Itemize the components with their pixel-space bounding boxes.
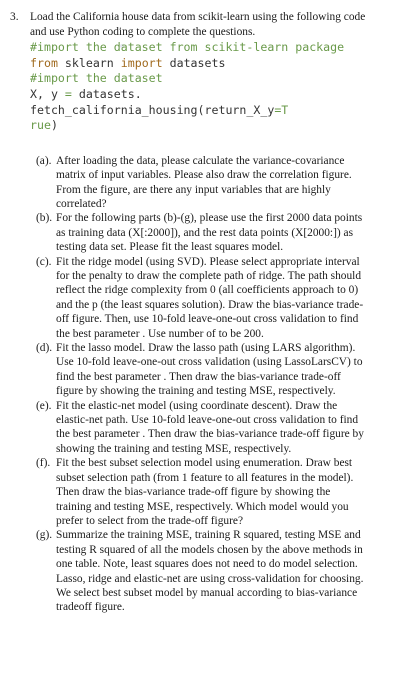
part-label: (c). (36, 255, 52, 268)
code-line (30, 56, 370, 72)
question-part (36, 456, 368, 528)
code-token: datasets. (71, 86, 142, 101)
part-text: Fit the best subset selection model using enumeration. Draw best subset selection path (from 1 feature to all features in the model). Then draw the bias-variance trade-off figure by showing the training and testing MSE, respectively. Which model would you prefer to select from the trade-off figure? (56, 457, 354, 527)
code-token: datasets (162, 55, 226, 70)
part-label: (b). (36, 212, 53, 225)
part-label: (f). (36, 457, 51, 470)
part-text: For the following parts (b)-(g), please use the first 2000 data points as training data (X[:2000]), and the rest data points (X[2000:]) as testing data set. Please fit the least squares model. (56, 212, 363, 254)
code-token: fetch_california_housing(return_X_y (30, 102, 275, 117)
code-token: #import the dataset from scikit-learn package (30, 40, 345, 55)
code-token: = (64, 86, 72, 101)
part-text: After loading the data, please calculate the variance-covariance matrix of input variables. Please also draw the correlation figure. From the figure, are there any input variables that are highly correlated? (56, 154, 352, 210)
code-line (30, 87, 370, 103)
question-intro: Load the California house data from scikit-learn using the following code and use Python coding to complete the questions. (30, 11, 366, 38)
code-line (30, 103, 370, 119)
code-token: sklearn (57, 55, 121, 70)
code-block (28, 40, 370, 134)
part-label: (e). (36, 399, 52, 412)
question-number: 3. (10, 11, 19, 23)
part-text: Fit the elastic-net model (using coordinate descent). Draw the elastic-net path. Use 10-fold leave-one-out cross validation to find the best parameter . Then draw the bias-variance trade-off figure by showing the training and testing MSE, respectively. (56, 399, 364, 455)
part-text: Summarize the training MSE, training R squared, testing MSE and testing R squared of all the models chosen by the above methods in one table. Note, least squares does not need to do model selection. Lasso, ridge and elastic-net are using cross-validation for choosing. We select best subset model by manual according to bias-variance tradeoff figure. (56, 529, 364, 614)
code-line (30, 118, 370, 134)
question-3 (10, 10, 370, 615)
code-token: ) (50, 118, 58, 133)
code-token: X, y (30, 86, 65, 101)
question-part (36, 399, 368, 457)
code-token: =T (274, 102, 289, 117)
part-label: (a). (36, 154, 52, 167)
question-parts (28, 154, 370, 615)
question-part (36, 211, 368, 254)
code-line (30, 40, 370, 56)
question-part (36, 154, 368, 212)
part-label: (g). (36, 529, 53, 542)
code-token: from (30, 55, 58, 70)
question-part (36, 528, 368, 614)
code-token: rue (30, 118, 51, 133)
code-line (30, 71, 370, 87)
part-label: (d). (36, 342, 53, 355)
question-part (36, 255, 368, 341)
code-token: #import the dataset (30, 71, 163, 86)
code-token: import (120, 55, 163, 70)
question-part (36, 341, 368, 399)
part-text: Fit the ridge model (using SVD). Please select appropriate interval for the penalty to draw the complete path of ridge. The path should reflect the ridge complexity from 0 (all coefficients approach to 0) and the p (the least squares solution). Draw the bias-variance trade-off figure. Then, use 10-fold leave-one-out cross validation to find the best parameter . Use number of to be 200. (56, 255, 364, 340)
part-text: Fit the lasso model. Draw the lasso path (using LARS algorithm). Use 10-fold leave-one-out cross validation (using LassoLarsCV) to find the best parameter . Then draw the bias-variance trade-off figure by showing the training and testing MSE, respectively. (56, 342, 363, 398)
